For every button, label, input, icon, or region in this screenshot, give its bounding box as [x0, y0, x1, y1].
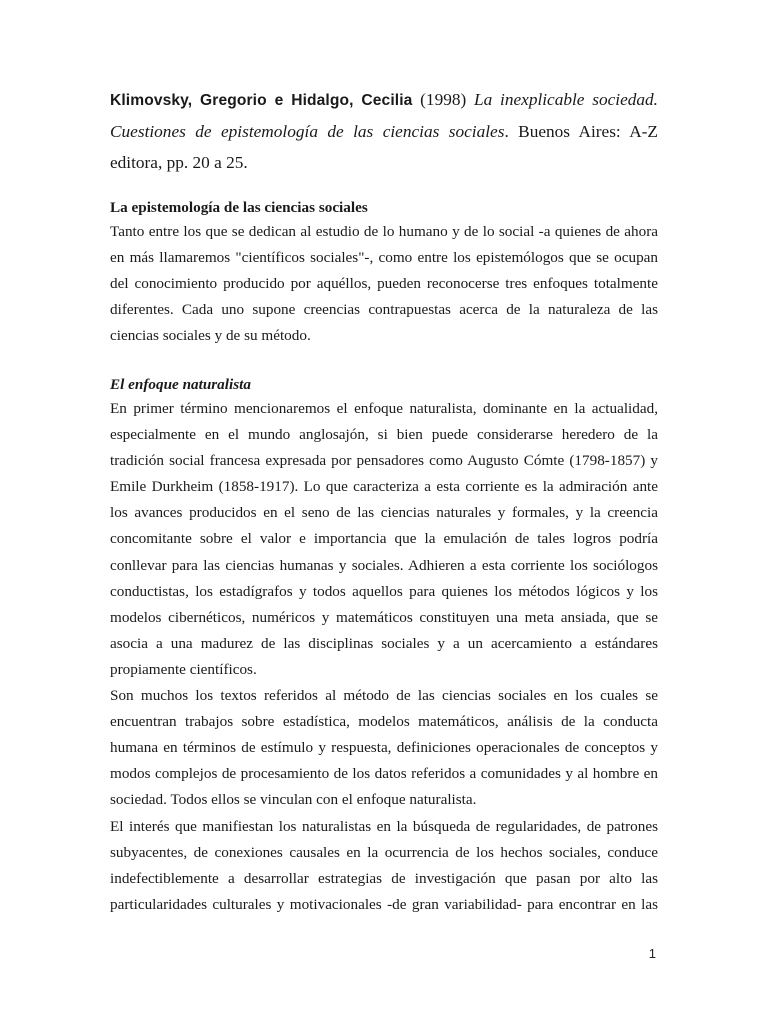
section-heading-naturalist: El enfoque naturalista: [110, 376, 251, 393]
section-body-naturalist: [110, 396, 658, 918]
paragraph: En primer término mencionaremos el enfoque naturalista, dominante en la actualidad, especialmente en el mundo anglosajón, si bien puede considerarse heredero de la tradición social francesa expresada por pensadores como Augusto Cómte (1798-1857) y Emile Durkheim (1858-1917). Lo que caracteriza a esta corriente es la admiración ante los avances producidos en el seno de las ciencias naturales y formales, y la creencia concomitante sobre el valor e importancia que la emulación de tales logros podría conllevar para las ciencias humanas y sociales. Adhieren a esta corriente los sociólogos conductistas, los estadígrafos y todos aquellos para quienes los métodos lógicos y los modelos cibernéticos, numéricos y matemáticos constituyen una meta ansiada, que se asocia a una madurez de las disciplinas sociales y a un acercamiento a estándares propiamente científicos.: [110, 400, 658, 678]
section-body-epistemology: [110, 219, 658, 349]
citation-book-title: La inexplicable sociedad. Cuestiones de epistemología de las ciencias sociales: [110, 90, 658, 141]
paragraph: El interés que manifiestan los naturalistas en la búsqueda de regularidades, de patrones subyacentes, de conexiones causales en la ocurrencia de los hechos sociales, conduce indefectiblemente a desarrollar estrategias de investigación que pasan por alto las particularidades culturales y motivacionales -de gran variabilidad- para encontrar en las: [110, 817, 658, 913]
section-heading-epistemology: La epistemología de las ciencias sociales: [110, 199, 368, 216]
citation-year: (1998): [412, 90, 475, 109]
paragraph: Tanto entre los que se dedican al estudio de lo humano y de lo social -a quienes de ahora en más llamaremos "científicos sociales"-, como entre los epistemólogos que se ocupan del conocimiento producido por aquéllos, pueden reconocerse tres enfoques totalmente diferentes. Cada uno supone creencias contrapuestas acerca de la naturaleza de las ciencias sociales y de su método.: [110, 223, 658, 345]
page-number: 1: [648, 946, 656, 961]
bibliographic-citation: [110, 84, 658, 178]
paragraph: Son muchos los textos referidos al método de las ciencias sociales en los cuales se encuentran trabajos sobre estadística, modelos matemáticos, análisis de la conducta humana en términos de estímulo y respuesta, definiciones operacionales de conceptos y modos complejos de procesamiento de los datos referidos a comunidades y al hombre en sociedad. Todos ellos se vinculan con el enfoque naturalista.: [110, 687, 658, 809]
citation-authors: Klimovsky, Gregorio e Hidalgo, Cecilia: [110, 92, 413, 109]
citation-publisher: . Buenos Aires: A-Z editora, pp. 20 a 25.: [110, 122, 658, 172]
